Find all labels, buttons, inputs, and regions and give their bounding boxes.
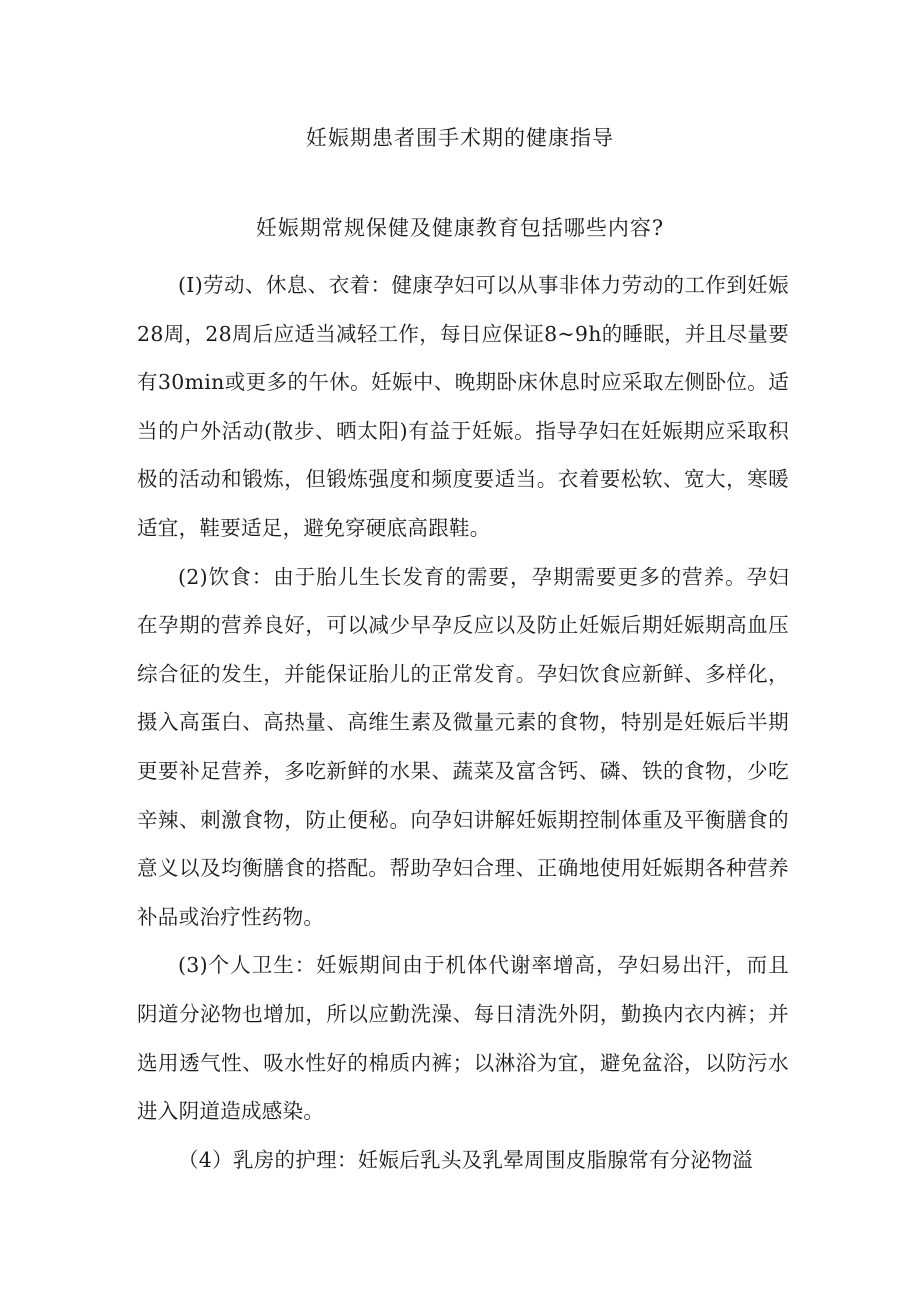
paragraph-personal-hygiene: (3)个人卫生：妊娠期间由于机体代谢率增高，孕妇易出汗，而且阴道分泌物也增加，所以应勤洗澡、每日清洗外阴，勤换内衣内裤；并选用透气性、吸水性好的棉质内裤；以淋浴为宜，避免盆浴，以防污水进入阴道造成感染。 (137, 953, 789, 1124)
paragraph-breast-care: （4）乳房的护理：妊娠后乳头及乳晕周围皮脂腺常有分泌物溢 (178, 1147, 753, 1172)
paragraph-labor-rest-clothing: (I)劳动、休息、衣着：健康孕妇可以从事非体力劳动的工作到妊娠28周，28周后应适当减轻工作，每日应保证8~9h的睡眠，并且尽量要有30min或更多的午休。妊娠中、晚期卧床休息时应采取左侧卧位。适当的户外活动(散步、晒太阳)有益于妊娠。指导孕妇在妊娠期应采取积极的活动和锻炼，但锻炼强度和频度要适当。衣着要松软、宽大，寒暖适宜，鞋要适足，避免穿硬底高跟鞋。 (137, 273, 789, 540)
paragraph-diet: (2)饮食：由于胎儿生长发育的需要，孕期需要更多的营养。孕妇在孕期的营养良好，可以减少早孕反应以及防止妊娠后期妊娠期高血压综合征的发生，并能保证胎儿的正常发育。孕妇饮食应新鲜、多样化，摄入高蛋白、高热量、高维生素及微量元素的食物，特别是妊娠后半期更要补足营养，多吃新鲜的水果、蔬菜及富含钙、磷、铁的食物，少吃辛辣、刺激食物，防止便秘。向孕妇讲解妊娠期控制体重及平衡膳食的意义以及均衡膳食的搭配。帮助孕妇合理、正确地使用妊娠期各种营养补品或治疗性药物。 (137, 564, 789, 929)
document-body (137, 261, 789, 1184)
document-title: 妊娠期患者围手术期的健康指导 (306, 126, 614, 150)
section-heading: 妊娠期常规保健及健康教育包括哪些内容? (255, 216, 665, 240)
